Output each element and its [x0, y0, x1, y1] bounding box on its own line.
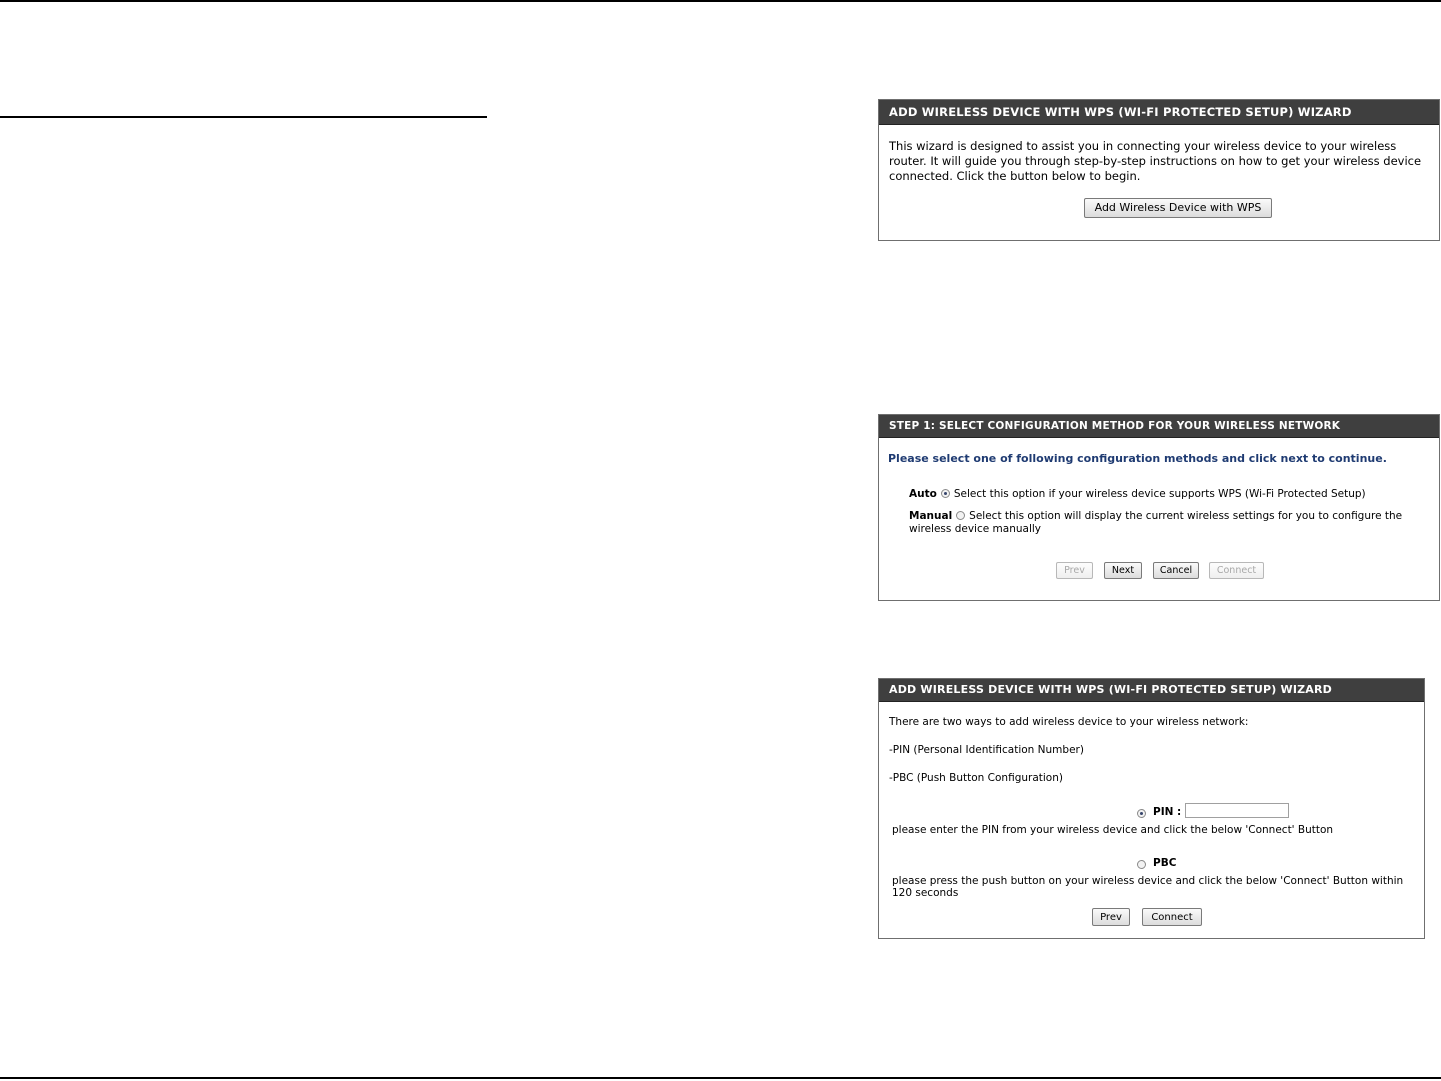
pbc-label: PBC: [1153, 857, 1177, 869]
panel-title: STEP 1: SELECT CONFIGURATION METHOD FOR YOUR WIRELESS NETWORK: [879, 415, 1439, 438]
method-pbc-text: -PBC (Push Button Configuration): [889, 772, 1063, 784]
pbc-hint: please press the push button on your wireless device and click the below 'Connect' Button within 120 seconds: [892, 875, 1404, 899]
pin-label: PIN :: [1153, 806, 1182, 818]
panel-title: ADD WIRELESS DEVICE WITH WPS (WI-FI PROTECTED SETUP) WIZARD: [879, 679, 1424, 702]
add-wireless-device-wps-button[interactable]: Add Wireless Device with WPS: [1084, 198, 1273, 218]
pin-input[interactable]: [1185, 803, 1289, 818]
connect-button[interactable]: Connect: [1142, 908, 1202, 926]
panel-title: ADD WIRELESS DEVICE WITH WPS (WI-FI PROTECTED SETUP) WIZARD: [879, 100, 1439, 125]
top-rule: [0, 0, 1441, 2]
bottom-rule: [0, 1077, 1441, 1079]
cancel-button[interactable]: Cancel: [1153, 562, 1199, 579]
prev-button[interactable]: Prev: [1056, 562, 1093, 579]
section-underline: [0, 116, 487, 118]
pin-hint: please enter the PIN from your wireless device and click the below 'Connect' Button: [892, 824, 1334, 836]
option-manual-label: Manual: [909, 510, 953, 522]
next-button[interactable]: Next: [1104, 562, 1142, 579]
step1-config-method-panel: [878, 414, 1440, 601]
option-manual-description: Select this option will display the current wireless settings for you to configure the wireless device manually: [909, 510, 1403, 535]
wps-method-panel: [878, 678, 1425, 939]
auto-radio[interactable]: [941, 489, 950, 498]
prev-button[interactable]: Prev: [1092, 908, 1130, 926]
option-manual-row[interactable]: [909, 510, 1434, 536]
option-auto-row[interactable]: [909, 488, 1434, 501]
pbc-radio[interactable]: [1137, 860, 1146, 869]
button-row: [879, 196, 1439, 218]
wps-wizard-intro-panel: [878, 99, 1440, 241]
wizard-description: This wizard is designed to assist you in connecting your wireless device to your wireless router. It will guide you through step-by-step instructions on how to get your wireless device connected. Click the button below to begin.: [889, 139, 1422, 183]
method-pin-text: -PIN (Personal Identification Number): [889, 744, 1084, 756]
pin-radio[interactable]: [1137, 809, 1146, 818]
option-auto-label: Auto: [909, 488, 937, 500]
connect-button[interactable]: Connect: [1209, 562, 1264, 579]
manual-radio[interactable]: [956, 511, 965, 520]
methods-intro: There are two ways to add wireless device to your wireless network:: [889, 716, 1249, 728]
step1-instruction: Please select one of following configuration methods and click next to continue.: [888, 452, 1387, 465]
option-auto-description: Select this option if your wireless device supports WPS (Wi-Fi Protected Setup): [953, 488, 1366, 500]
